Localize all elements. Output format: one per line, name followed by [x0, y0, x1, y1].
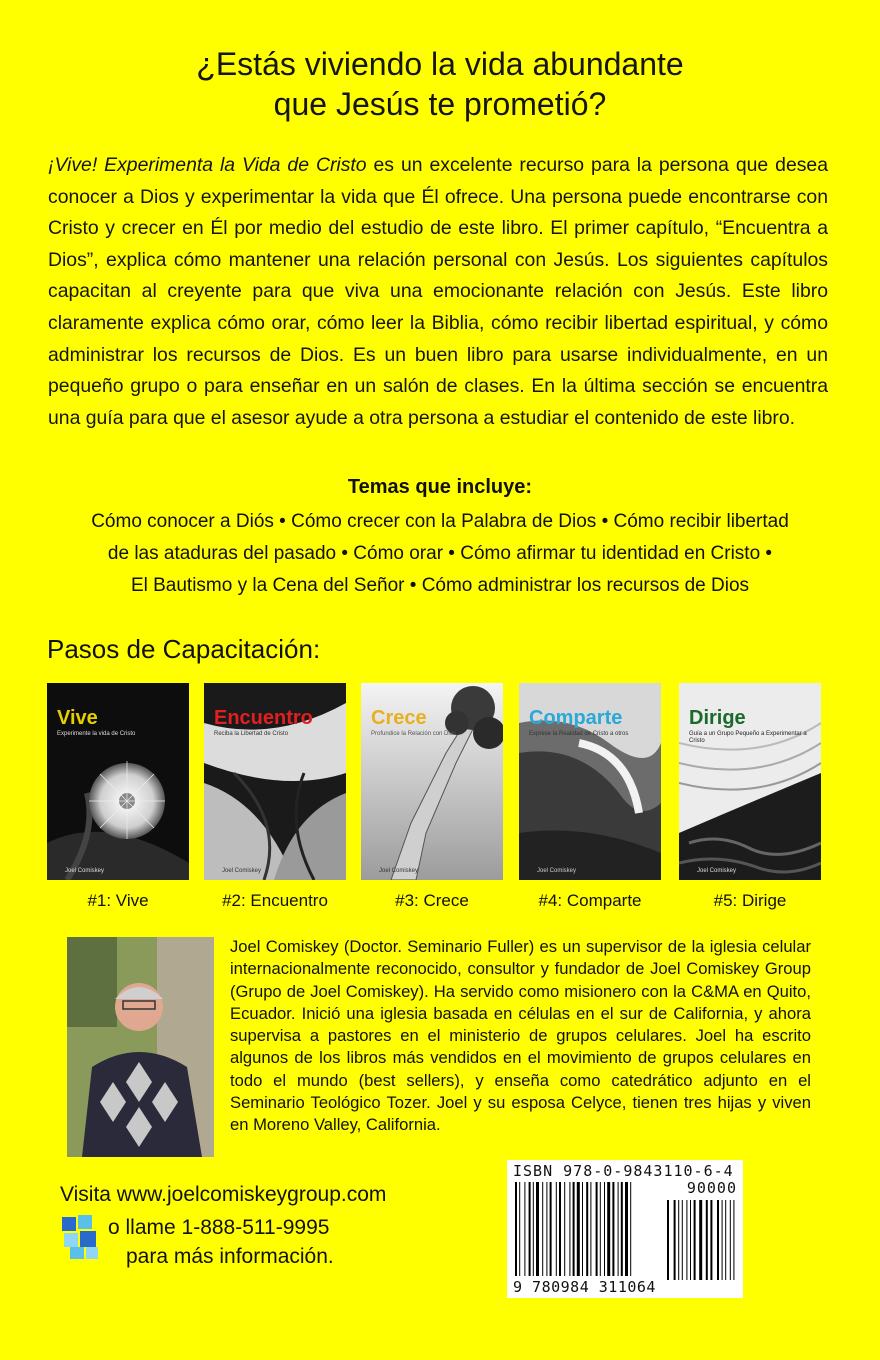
phone-line: o llame 1-888-511-9995 — [108, 1216, 330, 1239]
isbn-barcode — [507, 1160, 743, 1298]
author-portrait — [67, 937, 214, 1157]
topics-line-2: de las ataduras del pasado • Cómo orar • Cómo afirmar tu identidad en Cristo • — [107, 543, 773, 564]
price-addon-text: 90000 — [686, 1179, 737, 1197]
book-series — [0, 683, 880, 913]
book-caption: #1: Vive — [87, 891, 149, 910]
headline — [0, 44, 880, 124]
headline-line-2: que Jesús te prometió? — [273, 86, 607, 122]
book-cover-vive — [47, 683, 189, 880]
book-cover-title: Encuentro — [214, 707, 313, 729]
book-cover-subtitle: Profundice la Relación con Dios — [371, 731, 457, 737]
intro-text: es un excelente recurso para la persona que desea conocer a Dios y experimentar la vida que Él ofrece. Una persona puede encontrarse con Cristo y crecer en Él por medio del estudio de este libro. El primer capítulo, “Encuentra a Dios”, explica cómo mantener una relación personal con Jesús. Los siguientes capítulos capacitan al creyente para que viva una emocionante relación con Jesús. Este libro claramente explica cómo orar, cómo leer la Biblia, cómo recibir libertad espiritual, y cómo administrar los recursos de Dios. Es un buen libro para usarse individualmente, en un pequeño grupo o para enseñar en un salón de clases. En la última sección se encuentra una guía para que el asesor ayude a otra persona a estudiar el contenido de este libro. — [48, 154, 828, 429]
book-dirige — [679, 683, 821, 911]
book-caption: #4: Comparte — [538, 891, 642, 910]
book-cover-encuentro — [204, 683, 346, 880]
book-cover-author: Joel Comiskey — [537, 868, 577, 874]
topics-line-1: Cómo conocer a Diós • Cómo crecer con la Palabra de Dios • Cómo recibir libertad — [91, 511, 789, 532]
author-bio: Joel Comiskey (Doctor. Seminario Fuller) es un supervisor de la iglesia celular internacionalmente reconocido, consultor y fundador de Joel Comiskey Group (Grupo de Joel Comiskey). Ha servido como misionero con la C&MA en Quito, Ecuador. Inició una iglesia basada en células en el sur de California, y ahora supervisa a pastores en el ministerio de grupos celulares. Joel ha escrito algunos de los libros más vendidos en el movimiento de grupos celulares en todo el mundo (best sellers), y enseña como catedrático adjunto en el Seminario Teológico Tozer. Joel y su esposa Celyce, tienen tres hijas y viven en Moreno Valley, California. — [230, 937, 811, 1135]
author-photo — [67, 937, 214, 1157]
book-cover-title: Comparte — [529, 707, 623, 729]
topics-title: Temas que incluye: — [347, 476, 533, 498]
cell-logo-icon — [60, 1213, 104, 1261]
intro-paragraph — [48, 150, 828, 434]
book-encuentro — [204, 683, 346, 911]
ean-text: 9 780984 311064 — [513, 1278, 656, 1296]
topics-line-3: El Bautismo y la Cena del Señor • Cómo administrar los recursos de Dios — [130, 575, 750, 596]
info-line: para más información. — [126, 1245, 334, 1268]
book-cover-title: Crece — [371, 707, 427, 729]
book-vive — [47, 683, 189, 911]
isbn-text: ISBN 978-0-9843110-6-4 — [513, 1162, 734, 1180]
topics-list — [20, 506, 860, 602]
steps-heading: Pasos de Capacitación: — [47, 634, 321, 664]
book-caption: #5: Dirige — [713, 891, 787, 910]
book-crece — [361, 683, 503, 911]
book-cover-dirige — [679, 683, 821, 880]
book-title: ¡Vive! Experimenta la Vida de Cristo — [48, 154, 367, 176]
book-cover-subtitle: Reciba la Libertad de Cristo — [214, 731, 289, 737]
website-line: Visita www.joelcomiskeygroup.com — [60, 1183, 387, 1206]
book-comparte — [519, 683, 661, 911]
publisher-logo — [60, 1213, 104, 1261]
book-cover-title: Vive — [57, 707, 98, 729]
headline-line-1: ¿Estás viviendo la vida abundante — [196, 46, 684, 82]
book-cover-subtitle: Exprese la Realidad de Cristo a otros — [529, 731, 629, 737]
book-cover-title: Dirige — [689, 707, 746, 729]
book-cover-crece — [361, 683, 503, 880]
book-cover-author: Joel Comiskey — [222, 868, 262, 874]
book-cover-author: Joel Comiskey — [697, 868, 737, 874]
book-cover-comparte — [519, 683, 661, 880]
book-caption: #3: Crece — [395, 891, 469, 910]
book-cover-author: Joel Comiskey — [65, 868, 105, 874]
book-cover-subtitle: Experimente la vida de Cristo — [57, 731, 136, 737]
book-cover-subtitle: Guía a un Grupo Pequeño a Experimentar a Cristo — [689, 731, 807, 744]
book-caption: #2: Encuentro — [222, 891, 328, 910]
book-cover-author: Joel Comiskey — [379, 868, 419, 874]
